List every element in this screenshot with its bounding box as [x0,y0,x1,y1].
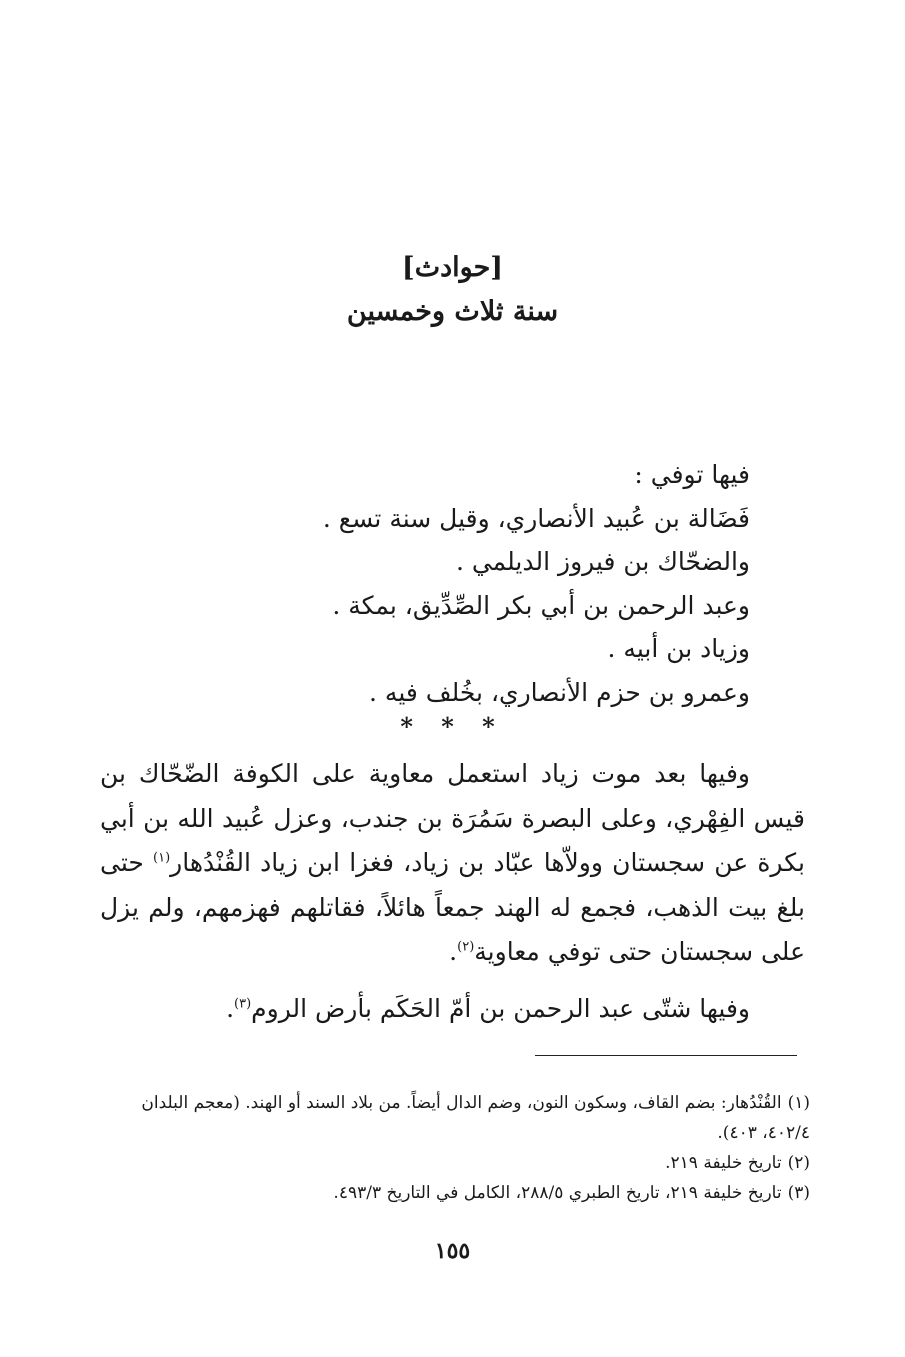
footnote [105,1178,810,1208]
death-entry: فَضَالة بن عُبيد الأنصاري، وقيل سنة تسع . [322,503,750,533]
footnote-number: (٣) [787,1183,810,1203]
death-entry: وعمرو بن حزم الأنصاري، بخُلف فيه . [369,677,750,707]
page-number: ١٥٥ [434,1238,471,1264]
footnote-text: القُنْدُهار: بضم القاف، وسكون النون، وضم الدال أيضاً. من بلاد السند أو الهند. (معجم البلدان ٤٠٢/٤، ٤٠٣). [141,1093,810,1143]
paragraph-text: . [226,993,235,1023]
section-heading: [حوادث] [401,252,504,283]
footnote-ref: (١) [153,850,171,866]
footnote-divider [535,1055,797,1056]
footnotes [105,1088,810,1208]
footnote-number: (١) [787,1093,810,1113]
paragraph-text: حتى بلغ بيت الذهب، فجمع له الهند جمعاً هائلاً، فقاتلهم فهزمهم، ولم يزل على سجستان حتى توفي معاوية [100,848,805,966]
footnote-number: (٢) [787,1153,810,1173]
paragraph [100,987,805,1032]
footnote [105,1088,810,1148]
paragraph-text: وفيها بعد موت زياد استعمل معاوية على الكوفة الضّحّاك بن قيس الفِهْري، وعلى البصرة سَمُرَة بن جندب، وعزل عُبيد الله بن أبي بكرة عن سجستان وولاّها عبّاد بن زياد، فغزا ابن زياد القُنْدُهار [100,759,806,877]
footnote-ref: (٢) [457,939,475,955]
paragraph-text: وفيها شتّى عبد الرحمن بن أمّ الحَكَم بأرض الروم [251,993,750,1023]
paragraph [100,752,805,975]
deaths-intro: فيها توفي : [634,460,750,489]
footnote-text: تاريخ خليفة ٢١٩، تاريخ الطبري ٢٨٨/٥، الكامل في التاريخ ٤٩٣/٣. [333,1183,782,1203]
paragraph-text: . [449,937,458,966]
year-heading: سنة ثلاث وخمسين [346,296,559,327]
footnote-text: تاريخ خليفة ٢١٩. [665,1153,782,1173]
death-entry: وعبد الرحمن بن أبي بكر الصِّدِّيق، بمكة . [332,590,750,620]
footnote-ref: (٣) [234,996,252,1012]
deaths-list [130,453,750,714]
death-entry: والضحّاك بن فيروز الديلمي . [455,547,750,576]
main-text [100,752,805,1031]
footnote [105,1148,810,1178]
section-separator: * * * [400,712,505,741]
death-entry: وزياد بن أبيه . [607,634,750,663]
